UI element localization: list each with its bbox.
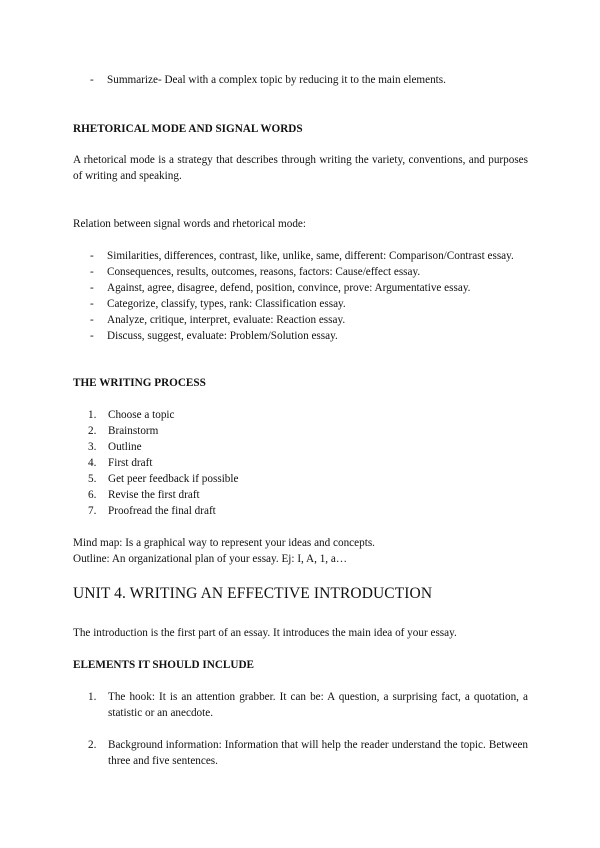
list-item — [90, 72, 528, 88]
list-item-text: Get peer feedback if possible — [108, 473, 239, 485]
list-item — [90, 264, 528, 280]
number-marker: 5. — [88, 473, 97, 485]
dash-marker: - — [90, 250, 94, 262]
number-marker: 6. — [88, 489, 97, 501]
list-item-text: Consequences, results, outcomes, reasons, factors: Cause/effect essay. — [107, 266, 421, 278]
list-item-text: Background information: Information that will help the reader understand the topic. Between three and five sentences. — [108, 739, 528, 767]
relation-intro: Relation between signal words and rhetorical mode: — [73, 218, 307, 230]
list-item — [88, 471, 528, 487]
list-item-text: Brainstorm — [108, 425, 159, 437]
rhetorical-heading: RHETORICAL MODE AND SIGNAL WORDS — [73, 123, 303, 135]
summarize-list — [90, 72, 528, 88]
signal-words-list — [90, 248, 528, 344]
list-item — [90, 296, 528, 312]
list-item-text: Outline — [108, 441, 142, 453]
list-item — [90, 328, 528, 344]
number-marker: 1. — [88, 691, 97, 703]
number-marker: 3. — [88, 441, 97, 453]
list-item — [88, 423, 528, 439]
number-marker: 7. — [88, 505, 97, 517]
list-item-text: Proofread the final draft — [108, 505, 216, 517]
number-marker: 2. — [88, 425, 97, 437]
writing-process-heading: THE WRITING PROCESS — [73, 377, 206, 389]
list-item — [90, 280, 528, 296]
list-item-text: Discuss, suggest, evaluate: Problem/Solution essay. — [107, 330, 338, 342]
list-item-text: Analyze, critique, interpret, evaluate: Reaction essay. — [107, 314, 346, 326]
list-item-text: Summarize- Deal with a complex topic by reducing it to the main elements. — [107, 74, 446, 86]
elements-list-continued — [88, 737, 528, 769]
mind-map-definition: Mind map: Is a graphical way to represent your ideas and concepts. — [73, 537, 375, 549]
list-item — [88, 439, 528, 455]
writing-process-steps — [88, 407, 528, 519]
list-item — [88, 407, 528, 423]
introduction-definition: The introduction is the first part of an essay. It introduces the main idea of your essay. — [73, 627, 457, 639]
elements-heading: ELEMENTS IT SHOULD INCLUDE — [73, 659, 255, 671]
list-item — [90, 248, 528, 264]
list-item-text: Categorize, classify, types, rank: Classification essay. — [107, 298, 346, 310]
rhetorical-definition: A rhetorical mode is a strategy that describes through writing the variety, conventions, and purposes of writing and speaking. — [73, 154, 528, 182]
dash-marker: - — [90, 74, 94, 86]
dash-marker: - — [90, 282, 94, 294]
dash-marker: - — [90, 330, 94, 342]
list-item-text: The hook: It is an attention grabber. It can be: A question, a surprising fact, a quotation, a statistic or an anecdote. — [108, 691, 528, 719]
list-item-text: First draft — [108, 457, 153, 469]
list-item-text: Similarities, differences, contrast, like, unlike, same, different: Comparison/Contrast essay. — [107, 250, 514, 262]
dash-marker: - — [90, 298, 94, 310]
number-marker: 2. — [88, 739, 97, 751]
list-item — [88, 737, 528, 769]
list-item — [88, 455, 528, 471]
list-item-text: Against, agree, disagree, defend, position, convince, prove: Argumentative essay. — [107, 282, 471, 294]
elements-list — [88, 689, 528, 721]
list-item — [90, 312, 528, 328]
list-item — [88, 487, 528, 503]
list-item — [88, 689, 528, 721]
unit-4-heading: UNIT 4. WRITING AN EFFECTIVE INTRODUCTION — [73, 585, 433, 602]
outline-definition: Outline: An organizational plan of your essay. Ej: I, A, 1, a… — [73, 553, 348, 565]
number-marker: 1. — [88, 409, 97, 421]
number-marker: 4. — [88, 457, 97, 469]
list-item-text: Choose a topic — [108, 409, 175, 421]
dash-marker: - — [90, 314, 94, 326]
list-item — [88, 503, 528, 519]
dash-marker: - — [90, 266, 94, 278]
list-item-text: Revise the first draft — [108, 489, 200, 501]
